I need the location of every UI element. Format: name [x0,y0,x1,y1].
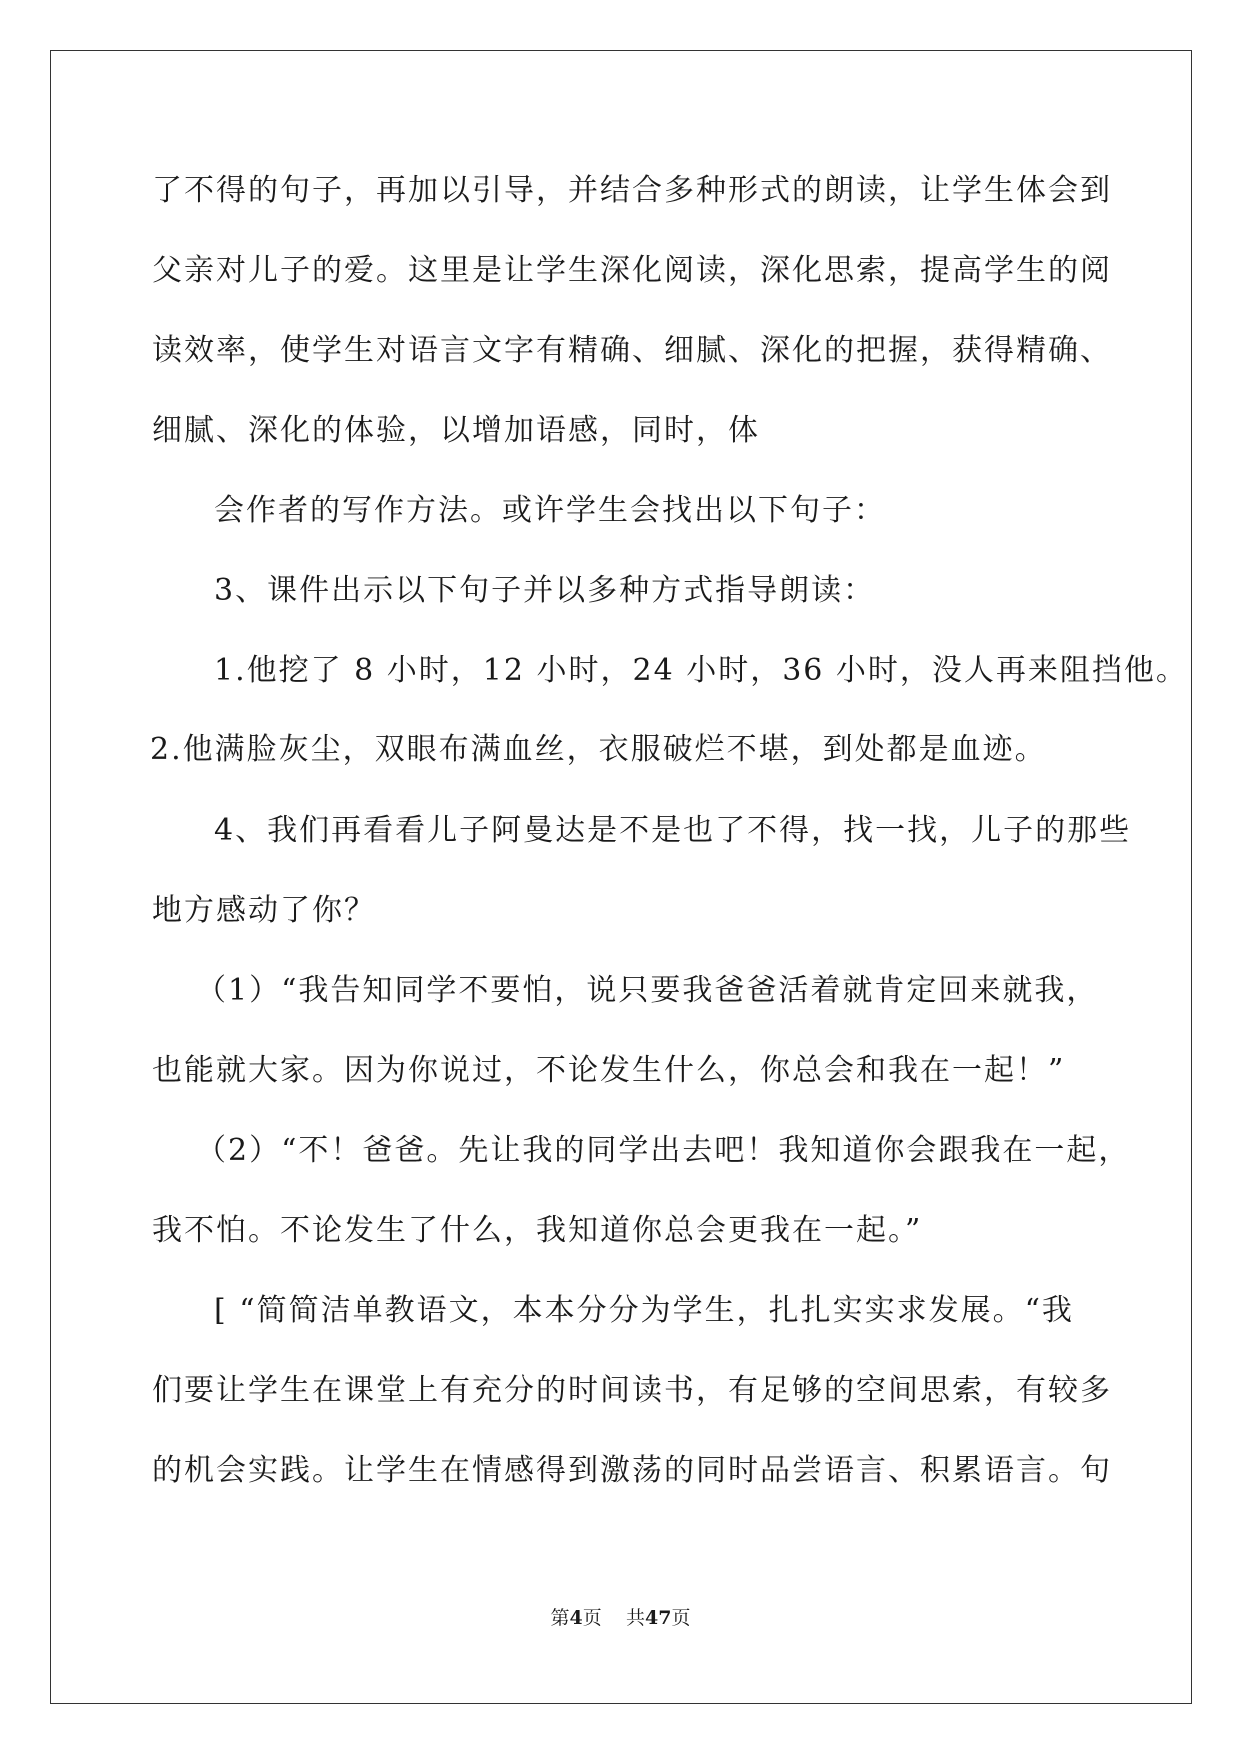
numbered-sentence-1: 1.他挖了 8 小时，12 小时，24 小时，36 小时，没人再来阻挡他。 [214,653,1188,688]
quote-1-line: （1）“我告知同学不要怕，说只要我爸爸活着就肯定回来就我， [196,973,1099,1008]
page-number: 4 [569,1607,583,1629]
quote-1-line: 也能就大家。因为你说过，不论发生什么，你总会和我在一起！” [152,1053,1066,1088]
body-text-line: 们要让学生在课堂上有充分的时间读书，有足够的空间思索，有较多 [152,1373,1112,1408]
body-text-line: 3、课件出示以下句子并以多种方式指导朗读： [214,573,876,608]
body-text-line: 4、我们再看看儿子阿曼达是不是也了不得，找一找，儿子的那些 [214,813,1132,848]
total-prefix: 共 [625,1607,645,1629]
body-text-line: 地方感动了你？ [152,893,376,928]
quote-2-line: （2）“不！爸爸。先让我的同学出去吧！我知道你会跟我在一起， [196,1133,1131,1168]
quote-2-line: 我不怕。不论发生了什么，我知道你总会更我在一起。” [152,1213,923,1248]
body-text-line: 父亲对儿子的爱。这里是让学生深化阅读，深化思索，提高学生的阅 [152,253,1112,288]
body-text-line: [ “简简洁单教语文，本本分分为学生，扎扎实实求发展。“我 [214,1293,1074,1328]
body-text-line: 读效率，使学生对语言文字有精确、细腻、深化的把握，获得精确、 [152,333,1112,368]
total-suffix: 页 [671,1607,691,1629]
body-text-line: 的机会实践。让学生在情感得到激荡的同时品尝语言、积累语言。句 [152,1453,1112,1488]
page-suffix: 页 [582,1607,602,1629]
page-footer [0,1606,1241,1630]
body-text-line: 细腻、深化的体验，以增加语感，同时，体 [152,413,760,448]
body-text-line: 了不得的句子，再加以引导，并结合多种形式的朗读，让学生体会到 [152,173,1112,208]
numbered-sentence-2: 2.他满脸灰尘，双眼布满血丝，衣服破烂不堪，到处都是血迹。 [150,732,1047,767]
total-pages: 47 [644,1607,672,1629]
page-prefix: 第 [550,1607,570,1629]
body-text-line: 会作者的写作方法。或许学生会找出以下句子： [214,493,886,528]
